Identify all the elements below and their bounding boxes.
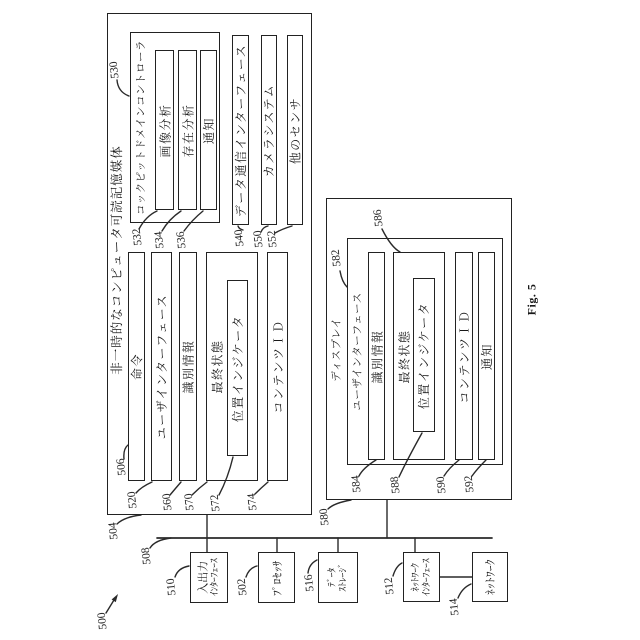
display-last-state-title: 最終状態 <box>397 328 412 384</box>
ref-580: 580 <box>318 507 332 527</box>
ref-520: 520 <box>126 490 140 510</box>
ref-550: 550 <box>252 229 266 249</box>
presence-analysis-strip: 存在分析 <box>178 50 197 210</box>
ref-532: 532 <box>131 227 145 247</box>
ref-506: 506 <box>115 457 129 477</box>
display-content-id-strip: コンテンツＩＤ <box>455 252 473 460</box>
ref-508: 508 <box>140 546 154 566</box>
ref-516: 516 <box>303 573 317 593</box>
display-notification-strip: 通知 <box>478 252 495 460</box>
ref-552: 552 <box>266 229 280 249</box>
identification-strip: 識別情報 <box>179 252 197 481</box>
data-storage-label-line2: ｽﾄﾚｰｼﾞ <box>337 563 349 592</box>
io-interface-label-line1: 入出力 <box>196 561 210 594</box>
notification-strip: 通知 <box>200 50 217 210</box>
other-sensors-strip: 他のセンサ <box>287 35 303 225</box>
data-storage-box <box>318 552 358 603</box>
ref-502: 502 <box>236 577 250 597</box>
display-position-indicator-strip: 位置インジケータ <box>413 278 435 432</box>
network-label: ﾈｯﾄﾜｰｸ <box>484 559 497 595</box>
cockpit-domain-controller-title: コックピットドメインコントローラ <box>135 39 147 216</box>
ref-512: 512 <box>383 576 397 596</box>
io-interface-label-line2: ｲﾝﾀｰﾌｪｰｽ <box>209 558 221 597</box>
position-indicator-strip: 位置インジケータ <box>227 280 248 456</box>
data-comm-interface-strip: データ通信インターフェース <box>232 35 249 225</box>
ref-570: 570 <box>183 492 197 512</box>
processor-label: ﾌﾟﾛｾｯｻ <box>270 559 284 596</box>
ref-536: 536 <box>175 230 189 250</box>
ref-504: 504 <box>107 521 121 541</box>
image-analysis-strip: 画像分析 <box>155 50 174 210</box>
leader-510 <box>175 566 189 577</box>
ref-530: 530 <box>108 60 122 80</box>
leader-514 <box>458 584 471 598</box>
data-storage-label-line1: ﾃﾞｰﾀ <box>326 567 338 588</box>
instructions-strip: 命令 <box>128 252 145 481</box>
ref-514: 514 <box>448 597 462 617</box>
leader-516 <box>308 560 317 573</box>
ref-510: 510 <box>165 577 179 597</box>
ref-592: 592 <box>463 474 477 494</box>
figure-label: Fig. 5 <box>524 283 539 315</box>
ref-586: 586 <box>372 208 386 228</box>
ref-574: 574 <box>246 492 260 512</box>
ref-588: 588 <box>389 475 403 495</box>
network-interface-label-line2: ｲﾝﾀｰﾌｪｰｽ <box>421 557 433 597</box>
ref-540: 540 <box>233 228 247 248</box>
ref-590: 590 <box>435 475 449 495</box>
ref-582: 582 <box>330 248 344 268</box>
ref-500: 500 <box>96 611 110 631</box>
display-identification-strip: 識別情報 <box>368 252 385 460</box>
display-title: ディスプレイ <box>331 316 343 382</box>
last-state-title: 最終状態 <box>210 339 225 394</box>
ref-572: 572 <box>209 493 223 513</box>
user-interface-strip: ユーザインターフェース <box>151 252 172 481</box>
ref-534: 534 <box>153 230 167 250</box>
network-interface-box <box>403 552 440 602</box>
display-user-interface-title: ユーザインターフェース <box>352 292 364 411</box>
leader-502 <box>246 566 257 577</box>
network-box <box>472 552 508 602</box>
ref-560: 560 <box>161 492 175 512</box>
network-interface-label-line1: ﾈｯﾄﾜｰｸ <box>410 562 422 592</box>
storage-medium-title: 非一時的なコンピュータ可読記憶媒体 <box>109 144 125 375</box>
ref-584: 584 <box>350 474 364 494</box>
leader-512 <box>393 563 402 576</box>
processor-box <box>258 552 295 603</box>
content-id-strip: コンテンツＩＤ <box>267 252 288 481</box>
io-interface-box <box>190 552 228 603</box>
camera-system-strip: カメラシステム <box>261 35 277 225</box>
system-arrow-head <box>112 594 118 602</box>
